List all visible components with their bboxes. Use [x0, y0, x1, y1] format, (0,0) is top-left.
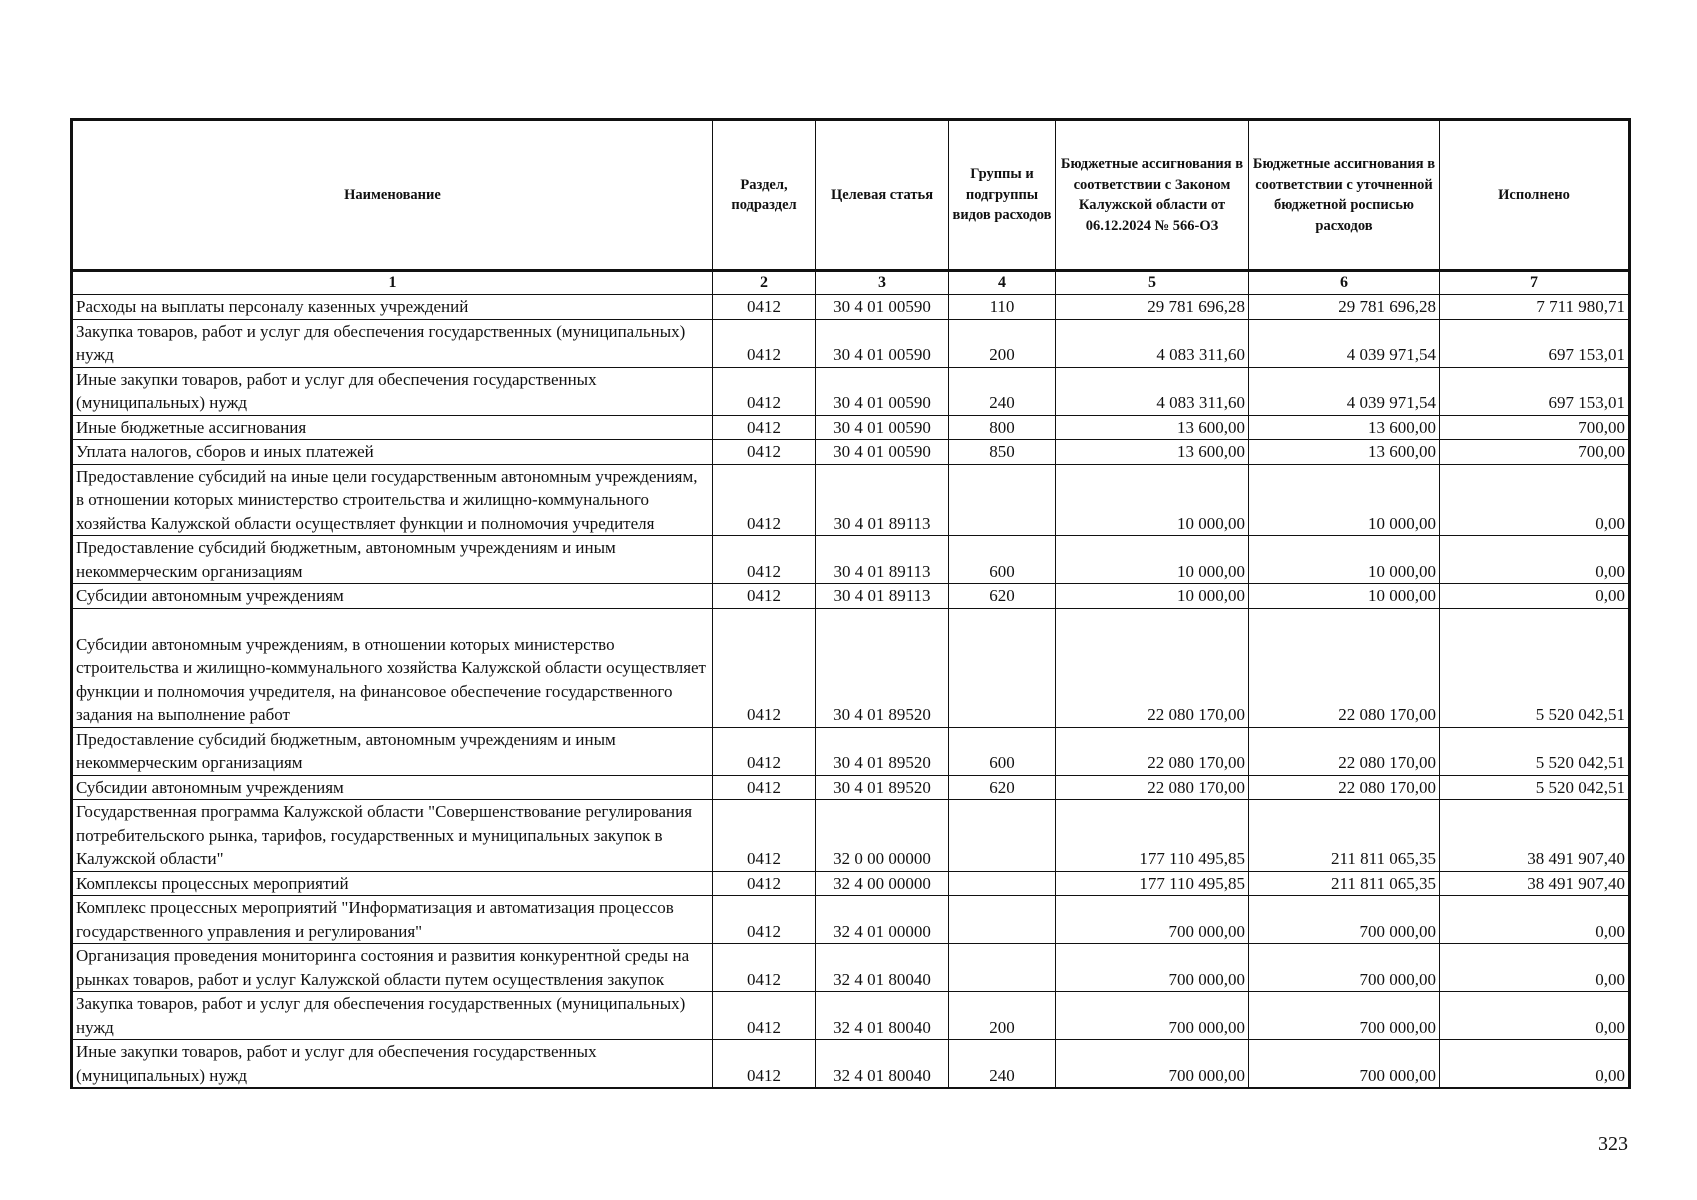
row-group: [949, 944, 1056, 992]
table-row: [72, 800, 1630, 872]
row-section: 0412: [713, 295, 816, 320]
row-target: 30 4 01 89113: [816, 584, 949, 609]
row-refined-allocation: 10 000,00: [1249, 536, 1440, 584]
row-group: 620: [949, 584, 1056, 609]
row-law-allocation: 177 110 495,85: [1056, 800, 1249, 872]
row-law-allocation: 22 080 170,00: [1056, 727, 1249, 775]
row-law-allocation: 10 000,00: [1056, 464, 1249, 536]
header-group: Группы и подгруппы видов расходов: [949, 120, 1056, 271]
row-group: [949, 896, 1056, 944]
row-group: 240: [949, 367, 1056, 415]
column-number: 4: [949, 271, 1056, 295]
row-refined-allocation: 22 080 170,00: [1249, 727, 1440, 775]
row-refined-allocation: 22 080 170,00: [1249, 608, 1440, 727]
row-executed: 0,00: [1440, 992, 1630, 1040]
row-executed: 0,00: [1440, 464, 1630, 536]
row-name: Иные закупки товаров, работ и услуг для обеспечения государственных (муниципальных) нужд: [72, 1040, 713, 1089]
row-target: 32 4 01 80040: [816, 992, 949, 1040]
row-refined-allocation: 700 000,00: [1249, 896, 1440, 944]
row-name: Организация проведения мониторинга состояния и развития конкурентной среды на рынках товаров, работ и услуг Калужской области путем осуществления закупок: [72, 944, 713, 992]
header-executed: Исполнено: [1440, 120, 1630, 271]
column-number: 2: [713, 271, 816, 295]
row-section: 0412: [713, 319, 816, 367]
row-group: 800: [949, 415, 1056, 440]
row-name: Иные бюджетные ассигнования: [72, 415, 713, 440]
row-name: Субсидии автономным учреждениям: [72, 584, 713, 609]
column-number: 5: [1056, 271, 1249, 295]
row-target: 30 4 01 89520: [816, 608, 949, 727]
row-executed: 7 711 980,71: [1440, 295, 1630, 320]
row-law-allocation: 10 000,00: [1056, 536, 1249, 584]
column-number-row: [72, 271, 1630, 295]
row-executed: 0,00: [1440, 1040, 1630, 1089]
row-target: 30 4 01 00590: [816, 295, 949, 320]
row-target: 32 4 01 80040: [816, 944, 949, 992]
row-executed: 0,00: [1440, 896, 1630, 944]
table-row: [72, 992, 1630, 1040]
row-target: 30 4 01 00590: [816, 319, 949, 367]
table-row: [72, 896, 1630, 944]
row-law-allocation: 13 600,00: [1056, 415, 1249, 440]
row-group: 240: [949, 1040, 1056, 1089]
row-law-allocation: 700 000,00: [1056, 896, 1249, 944]
row-law-allocation: 700 000,00: [1056, 944, 1249, 992]
row-group: 850: [949, 440, 1056, 465]
row-executed: 38 491 907,40: [1440, 800, 1630, 872]
column-number: 7: [1440, 271, 1630, 295]
table-row: [72, 440, 1630, 465]
row-name: Комплексы процессных мероприятий: [72, 871, 713, 896]
row-section: 0412: [713, 775, 816, 800]
row-executed: 697 153,01: [1440, 319, 1630, 367]
row-law-allocation: 13 600,00: [1056, 440, 1249, 465]
row-executed: 700,00: [1440, 415, 1630, 440]
row-name: Комплекс процессных мероприятий "Информатизация и автоматизация процессов государственного управления и регулирования": [72, 896, 713, 944]
row-name: Предоставление субсидий на иные цели государственным автономным учреждениям, в отношении которых министерство строительства и жилищно-коммунального хозяйства Калужской области осуществляет функции и полномочия учредителя: [72, 464, 713, 536]
row-target: 30 4 01 89113: [816, 536, 949, 584]
row-section: 0412: [713, 727, 816, 775]
row-group: 600: [949, 536, 1056, 584]
row-group: 620: [949, 775, 1056, 800]
table-header-row: [72, 120, 1630, 271]
row-executed: 0,00: [1440, 944, 1630, 992]
row-target: 30 4 01 00590: [816, 440, 949, 465]
row-section: 0412: [713, 464, 816, 536]
row-target: 30 4 01 00590: [816, 415, 949, 440]
row-refined-allocation: 13 600,00: [1249, 440, 1440, 465]
row-name: Субсидии автономным учреждениям: [72, 775, 713, 800]
row-section: 0412: [713, 871, 816, 896]
row-name: Предоставление субсидий бюджетным, автономным учреждениям и иным некоммерческим организациям: [72, 727, 713, 775]
table-row: [72, 727, 1630, 775]
row-section: 0412: [713, 896, 816, 944]
row-refined-allocation: 29 781 696,28: [1249, 295, 1440, 320]
row-refined-allocation: 211 811 065,35: [1249, 800, 1440, 872]
table-row: [72, 608, 1630, 727]
row-group: 110: [949, 295, 1056, 320]
row-section: 0412: [713, 584, 816, 609]
table-row: [72, 871, 1630, 896]
row-target: 32 0 00 00000: [816, 800, 949, 872]
row-name: Закупка товаров, работ и услуг для обеспечения государственных (муниципальных) нужд: [72, 319, 713, 367]
row-name: Государственная программа Калужской области "Совершенствование регулирования потребительского рынка, тарифов, государственных и муниципальных закупок в Калужской области": [72, 800, 713, 872]
header-name: Наименование: [72, 120, 713, 271]
row-refined-allocation: 10 000,00: [1249, 584, 1440, 609]
table-row: [72, 584, 1630, 609]
row-section: 0412: [713, 992, 816, 1040]
table-row: [72, 1040, 1630, 1089]
table-row: [72, 536, 1630, 584]
row-section: 0412: [713, 1040, 816, 1089]
row-section: 0412: [713, 944, 816, 992]
row-group: 200: [949, 319, 1056, 367]
row-refined-allocation: 4 039 971,54: [1249, 319, 1440, 367]
column-number: 6: [1249, 271, 1440, 295]
table-body: [72, 295, 1630, 1089]
row-law-allocation: 10 000,00: [1056, 584, 1249, 609]
row-section: 0412: [713, 608, 816, 727]
header-refined-allocation: Бюджетные ассигнования в соответствии с уточненной бюджетной росписью расходов: [1249, 120, 1440, 271]
row-law-allocation: 700 000,00: [1056, 1040, 1249, 1089]
row-refined-allocation: 22 080 170,00: [1249, 775, 1440, 800]
row-law-allocation: 22 080 170,00: [1056, 775, 1249, 800]
table-row: [72, 944, 1630, 992]
row-refined-allocation: 13 600,00: [1249, 415, 1440, 440]
row-law-allocation: 177 110 495,85: [1056, 871, 1249, 896]
table-row: [72, 319, 1630, 367]
column-number: 3: [816, 271, 949, 295]
row-executed: 0,00: [1440, 584, 1630, 609]
row-group: 200: [949, 992, 1056, 1040]
table-row: [72, 295, 1630, 320]
table-row: [72, 415, 1630, 440]
row-law-allocation: 22 080 170,00: [1056, 608, 1249, 727]
row-target: 30 4 01 89520: [816, 727, 949, 775]
row-target: 32 4 00 00000: [816, 871, 949, 896]
page-number: 323: [1598, 1133, 1628, 1155]
row-executed: 5 520 042,51: [1440, 727, 1630, 775]
column-number: 1: [72, 271, 713, 295]
row-section: 0412: [713, 800, 816, 872]
row-target: 30 4 01 00590: [816, 367, 949, 415]
header-target: Целевая статья: [816, 120, 949, 271]
row-refined-allocation: 700 000,00: [1249, 944, 1440, 992]
row-group: [949, 608, 1056, 727]
table-row: [72, 464, 1630, 536]
table-row: [72, 367, 1630, 415]
row-law-allocation: 700 000,00: [1056, 992, 1249, 1040]
row-executed: 5 520 042,51: [1440, 775, 1630, 800]
row-name: Иные закупки товаров, работ и услуг для обеспечения государственных (муниципальных) нужд: [72, 367, 713, 415]
row-section: 0412: [713, 367, 816, 415]
row-law-allocation: 29 781 696,28: [1056, 295, 1249, 320]
row-name: Закупка товаров, работ и услуг для обеспечения государственных (муниципальных) нужд: [72, 992, 713, 1040]
row-section: 0412: [713, 536, 816, 584]
row-group: [949, 871, 1056, 896]
row-section: 0412: [713, 415, 816, 440]
row-target: 32 4 01 80040: [816, 1040, 949, 1089]
header-law-allocation: Бюджетные ассигнования в соответствии с Законом Калужской области от 06.12.2024 № 566-ОЗ: [1056, 120, 1249, 271]
row-refined-allocation: 700 000,00: [1249, 1040, 1440, 1089]
row-group: [949, 464, 1056, 536]
row-executed: 38 491 907,40: [1440, 871, 1630, 896]
row-group: 600: [949, 727, 1056, 775]
row-executed: 697 153,01: [1440, 367, 1630, 415]
row-name: Субсидии автономным учреждениям, в отношении которых министерство строительства и жилищно-коммунального хозяйства Калужской области осуществляет функции и полномочия учредителя, на финансовое обеспечение государственного задания на выполнение работ: [72, 608, 713, 727]
row-executed: 0,00: [1440, 536, 1630, 584]
header-section: Раздел, подраздел: [713, 120, 816, 271]
row-refined-allocation: 211 811 065,35: [1249, 871, 1440, 896]
table-row: [72, 775, 1630, 800]
row-refined-allocation: 4 039 971,54: [1249, 367, 1440, 415]
row-target: 32 4 01 00000: [816, 896, 949, 944]
row-target: 30 4 01 89113: [816, 464, 949, 536]
row-name: Предоставление субсидий бюджетным, автономным учреждениям и иным некоммерческим организациям: [72, 536, 713, 584]
row-executed: 700,00: [1440, 440, 1630, 465]
row-name: Уплата налогов, сборов и иных платежей: [72, 440, 713, 465]
row-law-allocation: 4 083 311,60: [1056, 367, 1249, 415]
row-refined-allocation: 700 000,00: [1249, 992, 1440, 1040]
row-refined-allocation: 10 000,00: [1249, 464, 1440, 536]
row-law-allocation: 4 083 311,60: [1056, 319, 1249, 367]
row-group: [949, 800, 1056, 872]
budget-table: [70, 118, 1631, 1089]
row-target: 30 4 01 89520: [816, 775, 949, 800]
row-executed: 5 520 042,51: [1440, 608, 1630, 727]
row-section: 0412: [713, 440, 816, 465]
row-name: Расходы на выплаты персоналу казенных учреждений: [72, 295, 713, 320]
